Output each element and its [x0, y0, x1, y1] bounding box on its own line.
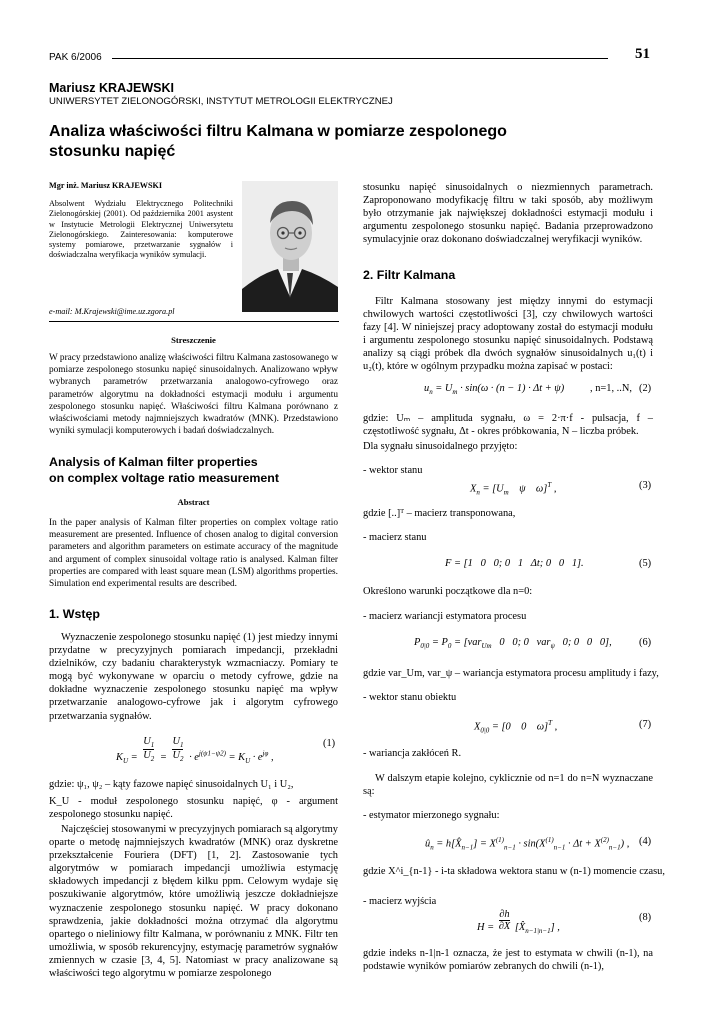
equation-3-number: (3)	[639, 480, 652, 491]
estimator-label: - estymator mierzonego sygnału:	[363, 810, 500, 821]
paper-title	[49, 122, 507, 162]
bio-text: Absolwent Wydziału Elektrycznego Politechniki Zielonogórskiej (2001). Od października 2001 asystent w Instytucie Metrologii Elektrycznej Uniwersytetu Zielonogórskiego. Zainteresowania: komputerowe systemy pomiarowe, przetwarzanie sygnałów i doświadczalna weryfikacja wyników symulacji.	[49, 199, 233, 260]
title-line-1: Analiza właściwości filtru Kalmana w pomiarze zespolonego	[49, 123, 507, 140]
author-affiliation: UNIWERSYTET ZIELONOGÓRSKI, INSTYTUT METROLOGII ELEKTRYCZNEJ	[49, 96, 393, 107]
section1-heading: 1. Wstęp	[49, 607, 100, 621]
model-intro: Dla sygnału sinusoidalnego przyjęto:	[363, 441, 518, 452]
title-line-2: stosunku napięć	[49, 143, 176, 160]
section1-para2: Najczęściej stosowanymi w precyzyjnych pomiarach są algorytmy oparte o metodę najmniejszych kwadratów (MNK) oraz dyskretne przekształcenie Fouriera (DFT) [1, 2]. Zastosowanie tych algorytmów w pomiarach impedancji umożliwia estymację składowych impedancji z błędem kilku ppm. Celowym wydaje się poszukiwanie algorytmów, które umożliwią jeszcze dokładniejsze wyznaczenie zespolonego stosunku napięć. W pracy dokonano sprawdzenia, jakie dokładności można otrzymać dla algorytmu opartego o nieliniowy filtr Kalmana, w porównaniu z MNK. Filtr ten umożliwia, w sposób rekurencyjny, estymację parametrów sygnałów zmiennych w czasie [3, 4, 5]. Natomiast w pracy analizowane są właściwości tego algorytmu w pomiarze zespolonego	[49, 824, 338, 980]
equation-2-number: (2)	[639, 383, 652, 394]
cov-matrix-label: - macierz wariancji estymatora procesu	[363, 611, 527, 622]
initial-conditions: Określono warunki początkowe dla n=0:	[363, 586, 533, 597]
equation-2-range: , n=1, ..N,	[590, 383, 632, 394]
equation-2: $u_n = U_m \cdot \sin(\omega \cdot (n - 1) \cdot \Delta t + \psi)$	[424, 383, 565, 397]
equation-7: $X_{0|0} = [0$ 0 ω]$^T$ ,	[474, 719, 558, 735]
equation-8-number: (8)	[639, 912, 652, 923]
equation-7-number: (7)	[639, 719, 652, 730]
section2-heading: 2. Filtr Kalmana	[363, 268, 456, 282]
equation-6-number: (6)	[639, 637, 652, 648]
steps-intro: W dalszym etapie kolejno, cyklicznie od n=1 do n=N wyznaczane są:	[363, 773, 653, 798]
streszczenie-heading: Streszczenie	[171, 335, 216, 345]
bio-name: Mgr inż. Mariusz KRAJEWSKI	[49, 181, 163, 190]
header-rule	[112, 58, 608, 59]
equation-4: $û_n$ = $h[X̂_{n-1}] = X^{(1)}_{n-1} \cdot \sin(X^{(1)}_{n-1} \cdot \Delta t + X^{(2)}_{n-1})$ ,	[425, 836, 630, 852]
right-intro: stosunku napięć sinusoidalnych o niezmiennych parametrach. Zaproponowano modyfikację filtru w taki sposób, aby możliwym było otrzymanie jak największej dokładności estymacji modułu i argumentu zespolonego stosunku napięć. Badania przeprowadzono symulacyjnie oraz dokonano doświadczalnej weryfikacji wyników.	[363, 182, 653, 246]
section2-para1: Filtr Kalmana stosowany jest między innymi do estymacji chwilowych wartości częstotliwości [3], czy chwilowych wartości fazy [4]. W niniejszej pracy adoptowany został do estymacji modułu i argumentu zespolonego stosunku napięć sinusoidalnych. Podstawą analizy są ciągi próbek dla dwóch sygnałów sinusoidalnych u₁(t) i u₂(t), które w ogólnym przypadku można zapisać w postaci:	[363, 296, 653, 373]
portrait-illustration	[242, 181, 338, 312]
equation-6: $P_{0|0} = P_0 = [var_{Um}$ 0 0; 0 var$_\psi$ 0; 0 0 0],	[414, 637, 612, 651]
english-title-line-1: Analysis of Kalman filter properties	[49, 455, 258, 469]
bio-rule	[49, 321, 339, 322]
object-state-label: - wektor stanu obiektu	[363, 692, 457, 703]
equation-5: F = [1 0 0; 0 1 Δt; 0 0 1].	[445, 558, 584, 569]
transpose-note: gdzie [..]ᵀ – macierz transponowana,	[363, 508, 516, 519]
equation-4-number: (4)	[639, 836, 652, 847]
index-note: gdzie indeks n-1|n-1 oznacza, że jest to estymata w chwili (n-1), na podstawie wyników pomiarów zebranych do chwili (n-1),	[363, 948, 653, 973]
cov-note: gdzie var_Um, var_ψ – wariancja estymatora procesu amplitudy i fazy,	[363, 668, 659, 679]
journal-issue: PAK 6/2006	[49, 52, 102, 63]
equation-8: H = $\frac{\partial h}{\partial X}$ $[X̂_{n-1|n-1}]$ ,	[477, 909, 560, 935]
gdzie-2: gdzie: Uₘ – amplituda sygnału, ω = 2·π·f - pulsacja, f – częstotliwość sygnału, Δt - okres próbkowania, N – liczba próbek.	[363, 413, 653, 438]
author-name: Mariusz KRAJEWSKI	[49, 81, 175, 95]
equation-1: $K_U$ = $\frac{U_1}{U_2}$ = $\frac{U_1}{U_2}$ · $e^{j(\psi 1-\psi 2)} = K_U \cdot e^{j\varphi}$ ,	[116, 736, 274, 766]
noise-variance: - wariancja zakłóceń R.	[363, 748, 462, 759]
abstract-text: In the paper analysis of Kalman filter properties on complex voltage ratio measurement are presented. Influence of chosen analog to digital conversion parameters and algorithm parameters on estimate accuracy of the magnitude and argument of complex sinusoidal voltage ratio is analysed. Kalman filter properties are compared with least square mean (LSM) algorithms properties. Simulation end experimental results are described.	[49, 518, 338, 590]
equation-3: $X_n = [U_m$ ψ ω]$^T$ ,	[470, 481, 557, 497]
equation-5-number: (5)	[639, 558, 652, 569]
xi-note: gdzie X^i_{n-1} - i-ta składowa wektora stanu w (n-1) momencie czasu,	[363, 866, 665, 877]
section1-gdzie-1a: gdzie: ψ₁, ψ₂ – kąty fazowe napięć sinusoidalnych U₁ i U₂,	[49, 779, 294, 790]
streszczenie-text: W pracy przedstawiono analizę właściwości filtru Kalmana zastosowanego w pomiarze zespolonego stosunku napięć sinusoidalnych. Analizowano wpływ wybranych parametrów przetwarzania analogowo-cyfrowego oraz parametrów algorytmu na dokładności estymacji modułu i argumentu zespolonego stosunku napięć. Właściwości filtru Kalmana porównano z właściwościami metody najmniejszych kwadratów (MNK). Przedstawiono wyniki symulacji komputerowych i badań doświadczalnych.	[49, 353, 338, 437]
bio-email: e-mail: M.Krajewski@ime.uz.zgora.pl	[49, 307, 175, 316]
section1-para1: Wyznaczenie zespolonego stosunku napięć (1) jest miedzy innymi przydatne w precyzyjnych pomiarach impedancji, przekładni dzielników, czy badaniu charakterystyk wzmacniaczy. Pomiary te mogą być wykonywane w oparciu o metody cyfrowe, gdzie na dokładne wyznaczenie zespolonego stosunku napięć ma wpływ przetwarzanie analogowo-cyfrowe jak i algorytm cyfrowego przetwarzania sygnałów.	[49, 632, 338, 722]
abstract-heading: Abstract	[177, 497, 210, 507]
author-photo	[242, 181, 338, 312]
state-vector-label: - wektor stanu	[363, 465, 423, 476]
output-matrix-label: - macierz wyjścia	[363, 896, 437, 907]
english-title-line-2: on complex voltage ratio measurement	[49, 470, 279, 485]
equation-1-number: (1)	[323, 738, 336, 749]
page-number: 51	[635, 46, 650, 62]
section1-gdzie-1b: K_U - moduł zespolonego stosunku napięć, φ - argument zespolonego stosunku napięć.	[49, 796, 338, 821]
english-title	[49, 455, 279, 486]
state-matrix-label: - macierz stanu	[363, 532, 427, 543]
